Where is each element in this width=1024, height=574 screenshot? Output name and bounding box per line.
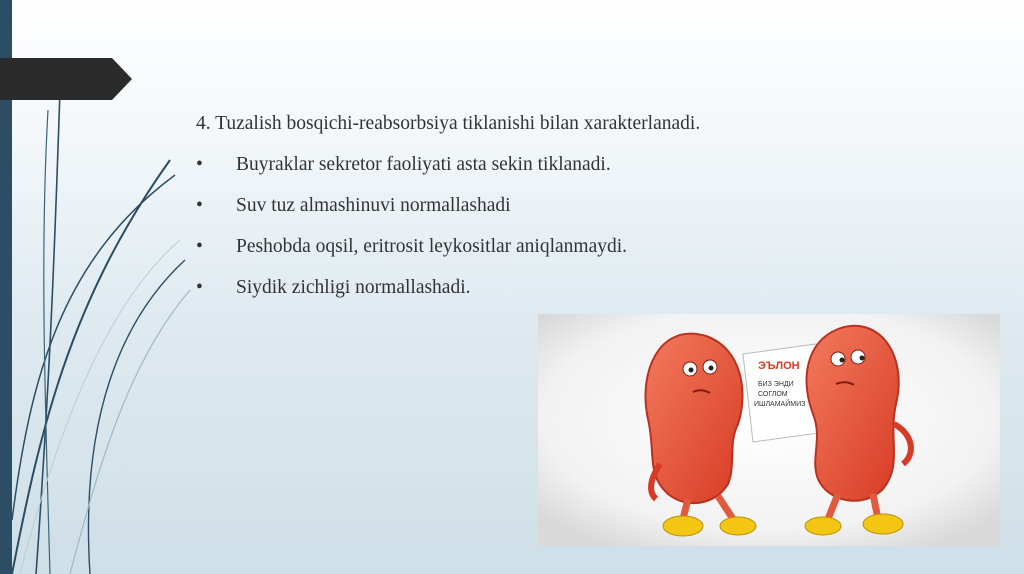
- slide-content: [196, 112, 956, 317]
- sign-line: ИШЛАМАЙМИЗ: [754, 401, 806, 408]
- bullet-text: Suv tuz almashinuvi normallashadi: [236, 195, 511, 216]
- bullet-glyph: •: [196, 154, 203, 175]
- bullet-glyph: •: [196, 195, 203, 216]
- bullet-item: [196, 194, 956, 218]
- bullet-text: Peshobda oqsil, eritrosit leykositlar aniqlanmaydi.: [236, 236, 628, 257]
- bullet-text: Siydik zichligi normallashadi.: [236, 277, 471, 298]
- bullet-item: [196, 153, 956, 177]
- bullet-item: [196, 276, 956, 300]
- bullet-glyph: •: [196, 277, 203, 298]
- bullet-item: [196, 235, 956, 259]
- kidneys-illustration: [538, 314, 1000, 546]
- sign-line: БИЗ ЭНДИ: [758, 381, 794, 388]
- bullet-glyph: •: [196, 236, 203, 257]
- title-tab: [0, 58, 132, 100]
- bullet-text: Buyraklar sekretor faoliyati asta sekin tiklanadi.: [236, 154, 611, 175]
- sign-title: ЭЪЛОН: [758, 360, 800, 372]
- sign-line: СОГЛОМ: [758, 391, 788, 398]
- intro-text: 4. Tuzalish bosqichi-reabsorbsiya tiklanishi bilan xarakterlanadi.: [196, 113, 701, 134]
